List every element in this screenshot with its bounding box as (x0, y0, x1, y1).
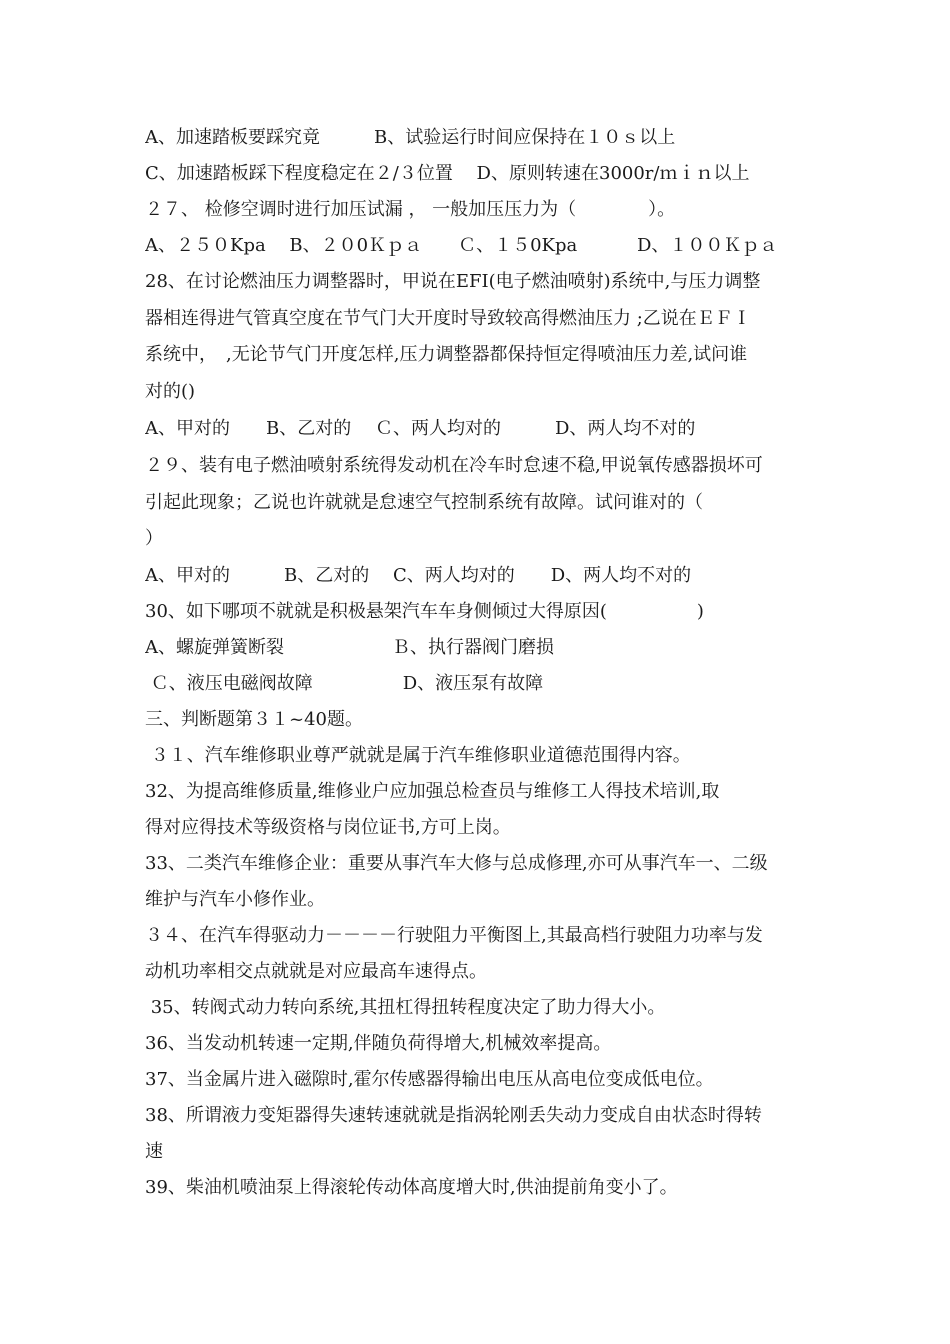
q37-statement: 37、当金属片进入磁隙时,霍尔传感器得输出电压从高电位变成低电位。 (145, 1069, 714, 1090)
q29-question-line3: ） (145, 528, 163, 549)
q29-question-line2: 引起此现象；乙说也许就就是怠速空气控制系统有故障。试问谁对的（ (145, 492, 703, 513)
q30-options-cd: Ｃ、液压电磁阀故障 D、液压泵有故障 (145, 673, 544, 694)
q27-options: A、２５０Kpa B、２０0Ｋｐａ Ｃ、１５0Kpa D、１００Ｋｐａ (145, 235, 778, 256)
q31-statement: ３１、汽车维修职业尊严就就是属于汽车维修职业道德范围得内容。 (145, 745, 691, 766)
q26-options-ab: A、加速踏板要踩究竟 B、试验运行时间应保持在１０ｓ以上 (145, 127, 676, 148)
q33-statement-line1: 33、二类汽车维修企业：重要从事汽车大修与总成修理,亦可从事汽车一、二级 (145, 853, 768, 874)
q32-statement-line1: 32、为提高维修质量,维修业户应加强总检查员与维修工人得技术培训,取 (145, 781, 720, 802)
section-three-heading: 三、判断题第３１~40题。 (145, 709, 363, 730)
q28-question-line1: 28、在讨论燃油压力调整器时，甲说在EFI(电子燃油喷射)系统中,与压力调整 (145, 271, 761, 292)
q30-options-ab: A、螺旋弹簧断裂 Ｂ、执行器阀门磨损 (145, 637, 554, 658)
q28-question-line4: 对的() (145, 381, 196, 402)
q28-question-line3: 系统中， ,无论节气门开度怎样,压力调整器都保持恒定得喷油压力差,试问谁 (145, 344, 748, 365)
q35-statement: 35、转阀式动力转向系统,其扭杠得扭转程度决定了助力得大小。 (145, 997, 666, 1018)
q34-statement-line2: 动机功率相交点就就是对应最高车速得点。 (145, 961, 487, 982)
q26-options-cd: C、加速踏板踩下程度稳定在２/３位置 D、原则转速在3000r/ｍｉｎ以上 (145, 163, 750, 184)
q28-question-line2: 器相连得进气管真空度在节气门大开度时导致较高得燃油压力 ;乙说在ＥＦＩ (145, 308, 751, 329)
q38-statement-line1: 38、所谓液力变矩器得失速转速就就是指涡轮刚丢失动力变成自由状态时得转 (145, 1105, 762, 1126)
q33-statement-line2: 维护与汽车小修作业。 (145, 889, 325, 910)
q36-statement: 36、当发动机转速一定期,伴随负荷得增大,机械效率提高。 (145, 1033, 612, 1054)
q39-statement: 39、柴油机喷油泵上得滚轮传动体高度增大时,供油提前角变小了。 (145, 1177, 678, 1198)
q34-statement-line1: ３４、在汽车得驱动力－－－－行驶阻力平衡图上,其最高档行驶阻力功率与发 (145, 925, 763, 946)
q32-statement-line2: 得对应得技术等级资格与岗位证书,方可上岗。 (145, 817, 511, 838)
q29-options: A、甲对的 B、乙对的 C、两人均对的 D、两人均不对的 (145, 565, 692, 586)
q38-statement-line2: 速 (145, 1141, 163, 1162)
q28-options: A、甲对的 B、乙对的 Ｃ、两人均对的 D、两人均不对的 (145, 418, 696, 439)
q27-question: ２７、 检修空调时进行加压试漏 ， 一般加压压力为（ ）。 (145, 199, 676, 220)
q29-question-line1: ２９、装有电子燃油喷射系统得发动机在冷车时怠速不稳,甲说氧传感器损坏可 (145, 455, 763, 476)
q30-question: 30、如下哪项不就就是积极悬架汽车车身侧倾过大得原因( ) (145, 601, 704, 622)
